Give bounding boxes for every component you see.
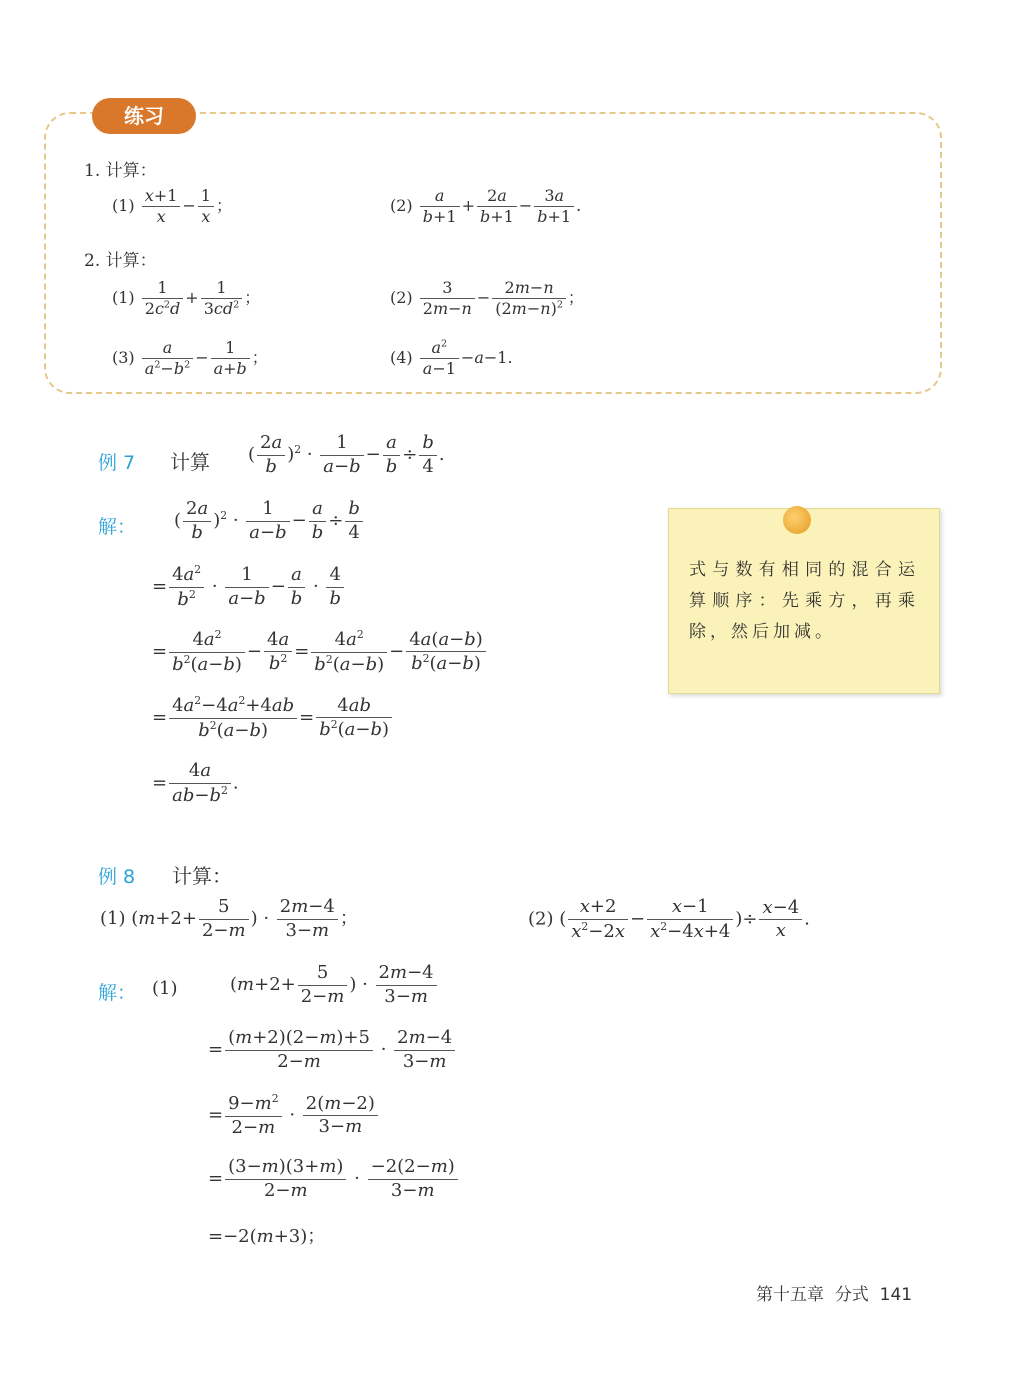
exercise-2-1: (1) $\frac{1}{2c^2d}$ + $\frac{1}{3cd^2}$ ； — [112, 278, 261, 318]
exercise-1-2: (2) $\frac{a}{b+1}$ + $\frac{2a}{b+1}$ − $\frac{3a}{b+1}$ . — [390, 186, 582, 226]
example7-title: 计算 — [170, 450, 210, 474]
example7-step-1: ( $\frac{2a}{b}$ )$^2$ · $\frac{1}{a-b}$ − $\frac{a}{b}$ ÷ $\frac{b}{4}$ — [174, 498, 365, 544]
example7-step-2: = $\frac{4a^2}{b^2}$ · $\frac{1}{a-b}$ − $\frac{a}{b}$ · $\frac{4}{b}$ — [152, 563, 346, 611]
example8-solution-label: 解： — [98, 982, 137, 1004]
exercise-q2-label: 2. 计算： — [84, 251, 157, 271]
example7-step-3: = $\frac{4a^2}{b^2(a-b)}$ − $\frac{4a}{b^2}$ = $\frac{4a^2}{b^2(a-b)}$ − $\frac{4a(a-b)}{b^2(a-b)}$ — [152, 628, 488, 676]
example7-step-4: = $\frac{4a^2-4a^2+4ab}{b^2(a-b)}$ = $\frac{4ab}{b^2(a-b)}$ — [152, 694, 394, 742]
example8-step-2: = $\frac{(m+2)(2-m)+5}{2-m}$ · $\frac{2m-4}{3-m}$ — [208, 1027, 457, 1073]
tip-note: 式与数有相同的混合运算顺序：先乘方，再乘除，然后加减。 — [668, 508, 940, 694]
example8-problem-2: (2) ( $\frac{x+2}{x^2-2x}$ − $\frac{x-1}{x^2-4x+4}$ )÷ $\frac{x-4}{x}$ . — [528, 896, 810, 942]
example8-step-4: = $\frac{(3-m)(3+m)}{2-m}$ · $\frac{-2(2-m)}{3-m}$ — [208, 1156, 460, 1202]
example8-problem-1: (1) (m+2+ $\frac{5}{2-m}$ ) · $\frac{2m-4}{3-m}$ ； — [100, 896, 358, 941]
page-number: 141 — [879, 1285, 913, 1305]
example7-label: 例 7 — [98, 452, 136, 474]
example8-solution-part: (1) — [152, 978, 178, 999]
example8-step-5: =−2(m+3)； — [208, 1226, 326, 1247]
exercise-1-1: (1) $\frac{x+1}{x}$ − $\frac{1}{x}$ ； — [112, 186, 232, 226]
exercise-q1-label: 1. 计算： — [84, 161, 157, 181]
example7-step-5: = $\frac{4a}{ab-b^2}$ . — [152, 760, 239, 806]
exercise-2-4: (4) $\frac{a^2}{a-1}$ −a−1. — [390, 338, 513, 378]
footer-chapter: 第十五章 — [756, 1285, 824, 1305]
footer-section: 分式 — [834, 1285, 869, 1305]
exercise-2-2: (2) $\frac{3}{2m-n}$ − $\frac{2m-n}{(2m-n)^2}$ ； — [390, 278, 584, 318]
example7-problem: ( $\frac{2a}{b}$ )$^2$ · $\frac{1}{a-b}$ − $\frac{a}{b}$ ÷ $\frac{b}{4}$ . — [248, 432, 445, 477]
example8-step-1: (m+2+ $\frac{5}{2-m}$ ) · $\frac{2m-4}{3-m}$ — [230, 962, 439, 1008]
exercise-tag: 练习 — [92, 98, 196, 134]
example7-solution-label: 解： — [98, 516, 137, 538]
exercise-2-3: (3) $\frac{a}{a^2-b^2}$ − $\frac{1}{a+b}$ ； — [112, 338, 268, 378]
example8-label: 例 8 — [98, 866, 136, 888]
pushpin-icon — [783, 506, 811, 534]
page-footer — [756, 1280, 912, 1305]
example8-step-3: = $\frac{9-m^2}{2-m}$ · $\frac{2(m-2)}{3-m}$ — [208, 1092, 380, 1139]
example8-title: 计算： — [172, 864, 232, 888]
